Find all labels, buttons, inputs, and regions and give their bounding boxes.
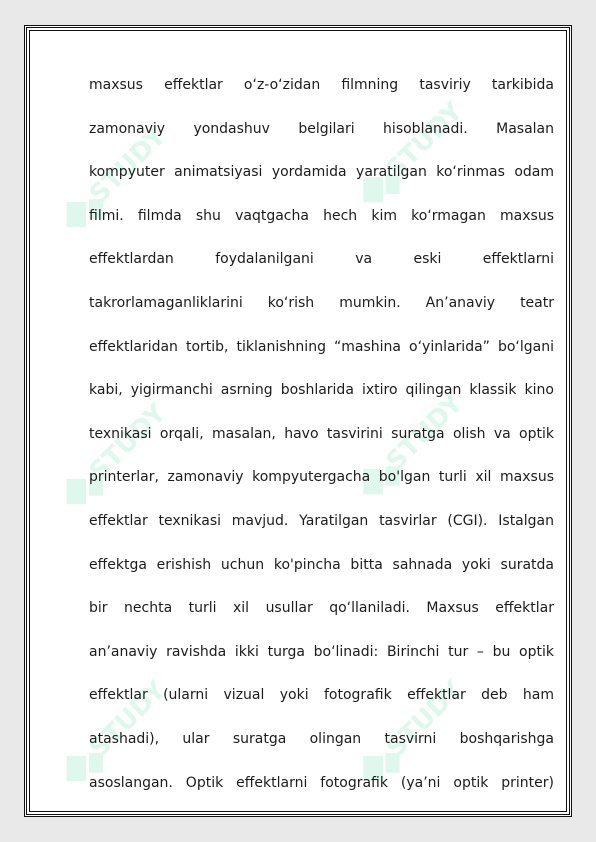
svg-text:STUDY: STUDY (380, 675, 469, 764)
text-line: effektlar (ularni vizual yoki fotografik effektlar deb ham (89, 687, 554, 704)
svg-text:STUDY: STUDY (380, 96, 469, 185)
text-line: texnikasi orqali, masalan, havo tasvirini suratga olish va optik (89, 425, 554, 442)
svg-text:STUDY: STUDY (83, 398, 173, 487)
text-line: asoslangan. Optik effektlarni fotografik (ya’ni optik printer) (89, 774, 554, 791)
text-line: bir nechta turli xil usullar qo‘llaniladi. Maxsus effektlar (89, 600, 554, 617)
body-text (89, 64, 554, 805)
text-line: maxsus effektlar o‘z-o‘zidan filmning tasviriy tarkibida (89, 77, 554, 93)
text-line: takrorlamaganliklarini ko‘rish mumkin. An’anaviy teatr (89, 294, 554, 311)
svg-text:STUDY: STUDY (83, 121, 173, 210)
document-page (24, 25, 572, 817)
text-line: atashadi), ular suratga olingan tasvirni boshqarishga (89, 730, 554, 747)
text-line: effektlaridan tortib, tiklanishning “mashina o‘yinlarida” bo‘lgani (89, 338, 554, 355)
svg-text:STUDY: STUDY (83, 675, 173, 764)
text-line: effektlar texnikasi mavjud. Yaratilgan tasvirlar (CGI). Istalgan (89, 512, 554, 529)
text-line: effektlardan foydalanilgani va eski effektlarni (89, 251, 554, 268)
svg-text:STUDY: STUDY (380, 388, 469, 477)
text-line: printerlar, zamonaviy kompyutergacha bo'lgan turli xil maxsus (89, 469, 554, 486)
text-line: an’anaviy ravishda ikki turga bo‘linadi: Birinchi tur – bu optik (89, 643, 554, 660)
text-line: effektga erishish uchun ko'pincha bitta sahnada yoki suratda (89, 556, 554, 573)
text-line: kabi, yigirmanchi asrning boshlarida ixtiro qilingan klassik kino (89, 382, 554, 399)
text-line: kompyuter animatsiyasi yordamida yaratilgan ko‘rinmas odam (89, 164, 554, 181)
text-line: filmi. filmda shu vaqtgacha hech kim ko‘rmagan maxsus (89, 207, 554, 224)
text-line: zamonaviy yondashuv belgilari hisoblanadi. Masalan (89, 120, 554, 137)
